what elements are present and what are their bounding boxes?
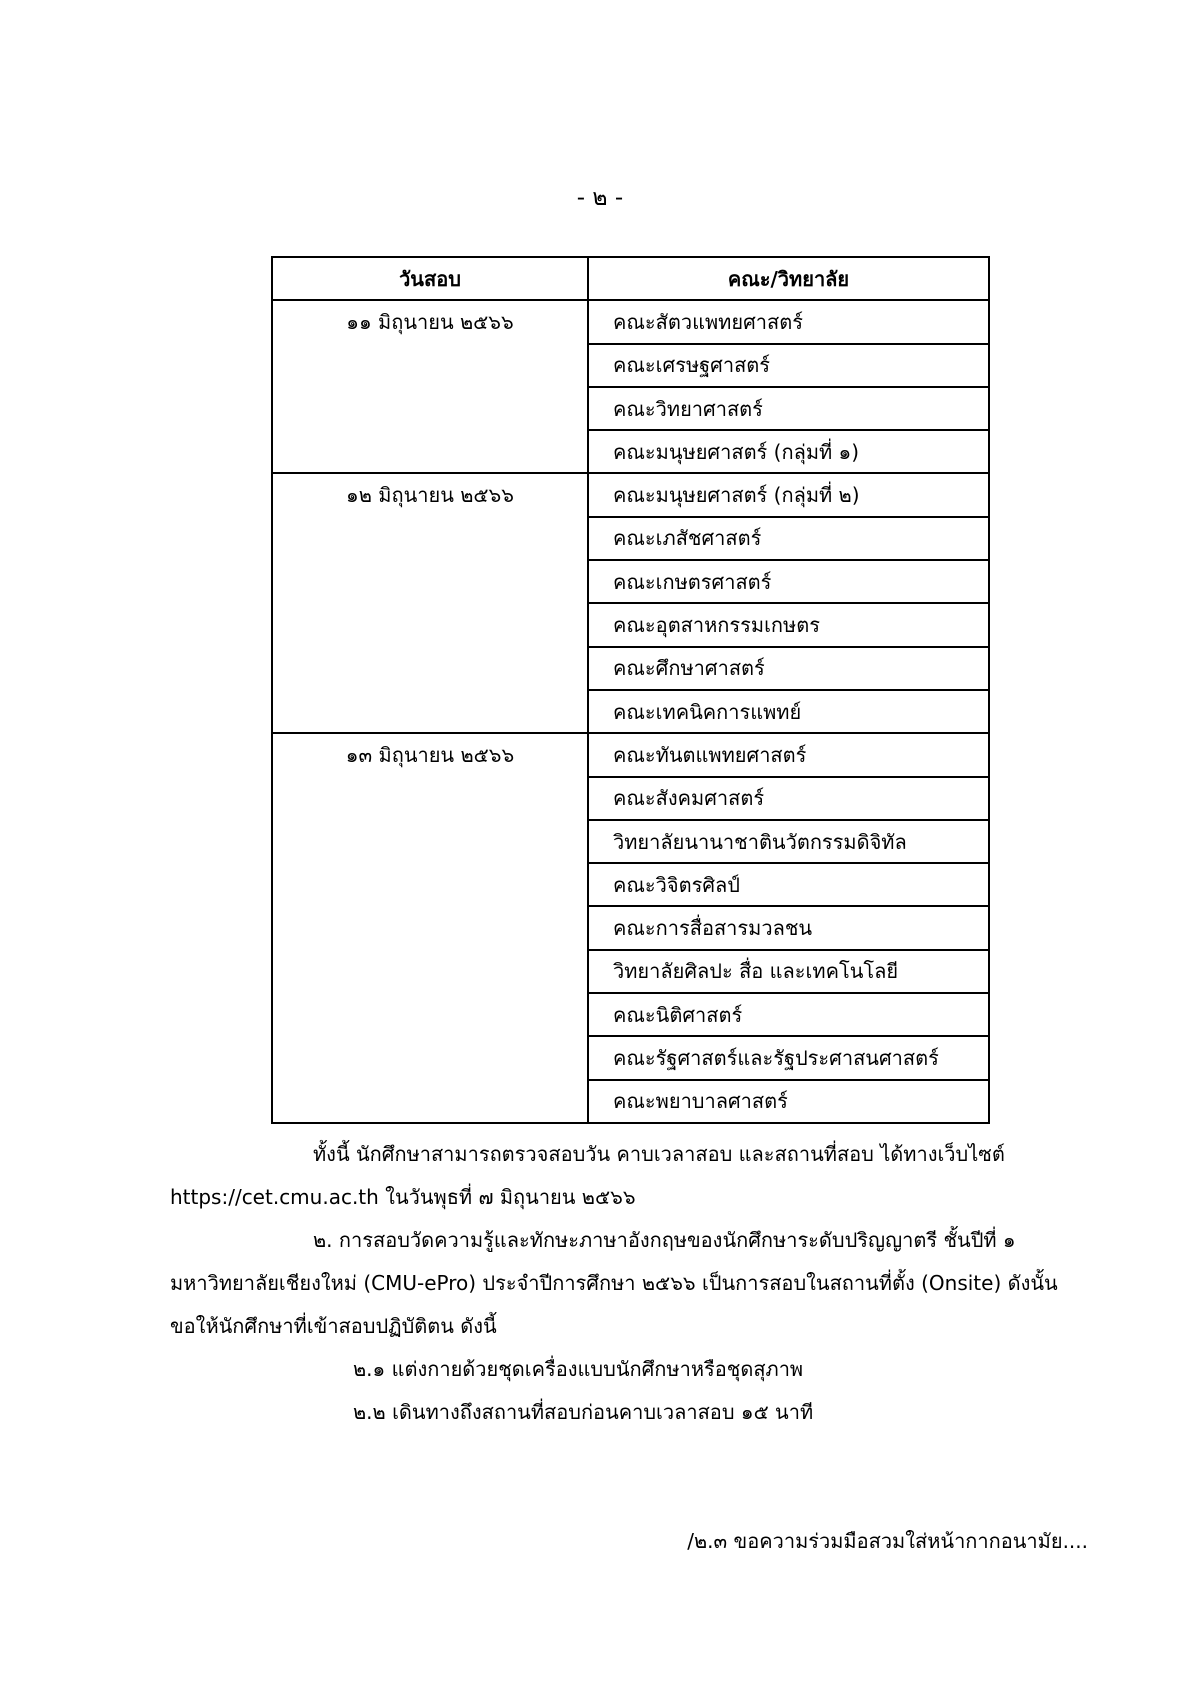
exam-schedule-table (271, 256, 990, 1124)
faculty-cell: คณะสังคมศาสตร์ (588, 777, 989, 820)
paragraph-2-line-3: ขอให้นักศึกษาที่เข้าสอบปฏิบัติตน ดังนี้ (170, 1314, 497, 1338)
list-item-2-1: ๒.๑ แต่งกายด้วยชุดเครื่องแบบนักศึกษาหรือชุดสุภาพ (353, 1357, 804, 1381)
paragraph-1-line-1: ทั้งนี้ นักศึกษาสามารถตรวจสอบวัน คาบเวลาสอบ และสถานที่สอบ ได้ทางเว็บไซต์ (313, 1142, 1005, 1166)
faculty-cell: คณะเศรษฐศาสตร์ (588, 344, 989, 387)
faculty-cell: คณะเภสัชศาสตร์ (588, 517, 989, 560)
paragraph-1-line-2: https://cet.cmu.ac.th ในวันพุธที่ ๗ มิถุนายน ๒๕๖๖ (170, 1185, 636, 1209)
faculty-cell: คณะวิทยาศาสตร์ (588, 387, 989, 430)
header-faculty: คณะ/วิทยาลัย (588, 257, 989, 300)
header-exam-date: วันสอบ (272, 257, 588, 300)
faculty-cell: คณะพยาบาลศาสตร์ (588, 1080, 989, 1123)
faculty-cell: คณะมนุษยศาสตร์ (กลุ่มที่ ๒) (588, 473, 989, 516)
continuation-note: /๒.๓ ขอความร่วมมือสวมใส่หน้ากากอนามัย.... (687, 1529, 1088, 1553)
table-header-row (272, 257, 989, 300)
table-row (272, 300, 989, 343)
table-row (272, 473, 989, 516)
faculty-cell: คณะอุตสาหกรรมเกษตร (588, 603, 989, 646)
paragraph-2-line-2: มหาวิทยาลัยเชียงใหม่ (CMU-ePro) ประจำปีการศึกษา ๒๕๖๖ เป็นการสอบในสถานที่ตั้ง (Onsite) ดังนั้น (170, 1271, 1058, 1295)
faculty-cell: คณะนิติศาสตร์ (588, 993, 989, 1036)
page-number: - ๒ - (576, 185, 624, 211)
faculty-cell: คณะทันตแพทยศาสตร์ (588, 733, 989, 776)
faculty-cell: วิทยาลัยนานาชาตินวัตกรรมดิจิทัล (588, 820, 989, 863)
faculty-cell: คณะเกษตรศาสตร์ (588, 560, 989, 603)
exam-date-cell: ๑๑ มิถุนายน ๒๕๖๖ (272, 300, 588, 473)
faculty-cell: วิทยาลัยศิลปะ สื่อ และเทคโนโลยี (588, 950, 989, 993)
exam-date-cell: ๑๒ มิถุนายน ๒๕๖๖ (272, 473, 588, 733)
faculty-cell: คณะรัฐศาสตร์และรัฐประศาสนศาสตร์ (588, 1036, 989, 1079)
table-row (272, 733, 989, 776)
list-item-2-2: ๒.๒ เดินทางถึงสถานที่สอบก่อนคาบเวลาสอบ ๑๕ นาที (353, 1400, 814, 1424)
faculty-cell: คณะสัตวแพทยศาสตร์ (588, 300, 989, 343)
faculty-cell: คณะศึกษาศาสตร์ (588, 647, 989, 690)
faculty-cell: คณะเทคนิคการแพทย์ (588, 690, 989, 733)
faculty-cell: คณะการสื่อสารมวลชน (588, 906, 989, 949)
faculty-cell: คณะมนุษยศาสตร์ (กลุ่มที่ ๑) (588, 430, 989, 473)
paragraph-2-line-1: ๒. การสอบวัดความรู้และทักษะภาษาอังกฤษของนักศึกษาระดับปริญญาตรี ชั้นปีที่ ๑ (313, 1228, 1016, 1252)
faculty-cell: คณะวิจิตรศิลป์ (588, 863, 989, 906)
exam-date-cell: ๑๓ มิถุนายน ๒๕๖๖ (272, 733, 588, 1123)
